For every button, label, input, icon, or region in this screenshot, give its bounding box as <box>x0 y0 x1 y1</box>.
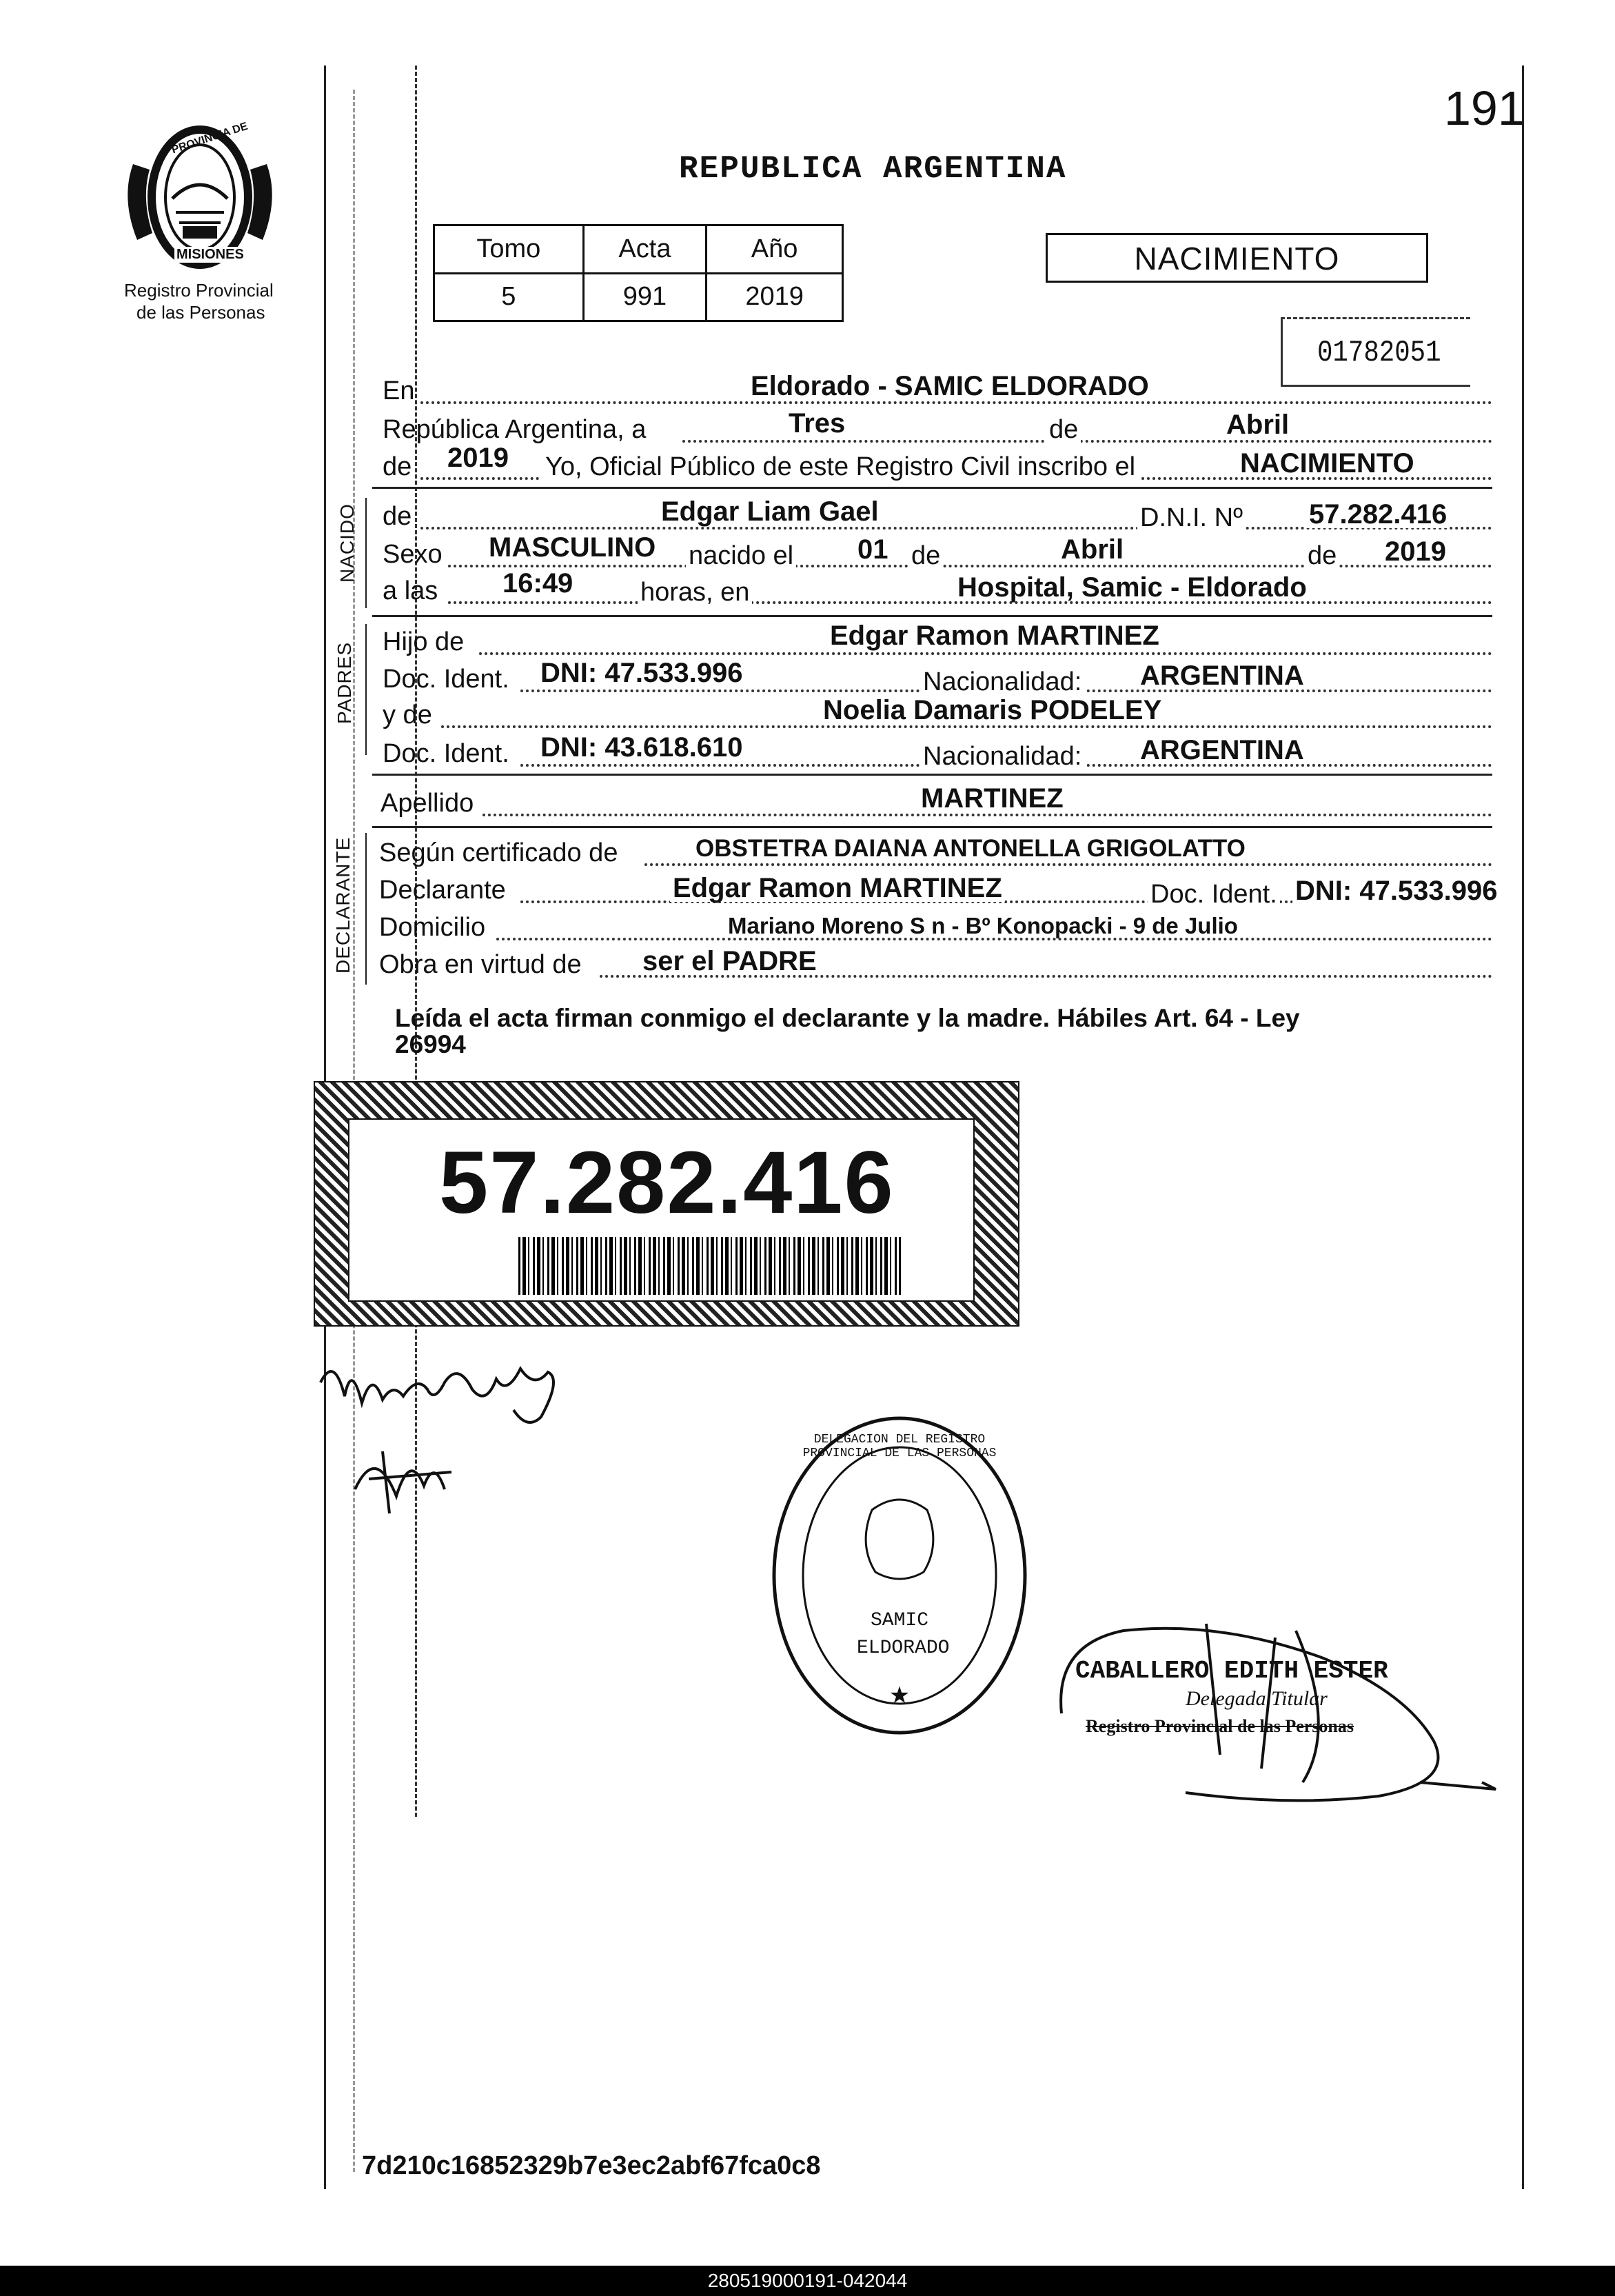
id-sticker-number: 57.282.416 <box>439 1134 895 1232</box>
act-word: NACIMIENTO <box>1237 450 1417 477</box>
nacido-de-label: de <box>383 502 412 531</box>
separator-1 <box>372 487 1492 489</box>
serial-number: 01782051 <box>1317 336 1441 370</box>
declarant-name: Edgar Ramon MARTINEZ <box>670 874 1005 902</box>
seal-text-top: PROVINCIA DE <box>170 120 250 157</box>
declarant-doc: DNI: 47.533.996 <box>1292 877 1501 905</box>
child-of-label: Hijo de <box>383 627 465 656</box>
address-label: Domicilio <box>379 913 486 942</box>
padres-section-label: PADRES <box>334 641 355 724</box>
nacido-bracket <box>365 498 367 608</box>
address-value: Mariano Moreno S n - Bº Konopacki - 9 de Julio <box>725 914 1241 937</box>
act-place: Eldorado - SAMIC ELDORADO <box>748 372 1152 400</box>
de-label-row3: de <box>383 452 412 481</box>
child-sex: MASCULINO <box>486 534 658 561</box>
surname-label: Apellido <box>380 789 474 818</box>
stamp-inner-line1: SAMIC <box>871 1610 929 1631</box>
closing-line2: 26994 <box>395 1030 466 1058</box>
stamp-oval-icon <box>769 1413 1030 1738</box>
capacity-label: Obra en virtud de <box>379 950 582 979</box>
id-sticker-inner <box>348 1118 975 1302</box>
declarante-section-label: DECLARANTE <box>332 836 354 974</box>
svg-text:★: ★ <box>888 1682 911 1709</box>
page-number: 191 <box>1444 81 1525 135</box>
father-nationality: ARGENTINA <box>1137 662 1307 689</box>
registry-name-line2: de las Personas <box>136 302 265 323</box>
barcode-icon <box>518 1237 901 1295</box>
declarant-signature <box>314 1341 576 1534</box>
official-registry: Registro Provincial de las Personas <box>1086 1716 1354 1736</box>
separator-3 <box>372 774 1492 776</box>
page-title: REPUBLICA ARGENTINA <box>679 151 1067 187</box>
mother-name: Noelia Damaris PODELEY <box>820 696 1164 724</box>
mother-nationality-label: Nacionalidad: <box>920 743 1084 769</box>
act-type-label: NACIMIENTO <box>1134 241 1340 276</box>
republic-label: República Argentina, a <box>383 415 647 444</box>
child-dni: 57.282.416 <box>1306 501 1450 528</box>
born-label: nacido el <box>686 543 796 569</box>
document-code: 280519000191-042044 <box>707 2270 908 2291</box>
footer-bar <box>0 2266 1615 2296</box>
table-value-tomo: 5 <box>434 273 584 321</box>
mother-doc-label: Doc. Ident. <box>383 739 509 768</box>
dots-decl-1 <box>644 863 1492 866</box>
cert-label: Según certificado de <box>379 838 618 867</box>
child-name: Edgar Liam Gael <box>658 498 882 525</box>
stamp-inner-line2: ELDORADO <box>857 1638 950 1659</box>
declarante-bracket <box>365 833 367 985</box>
mother-nationality: ARGENTINA <box>1137 736 1307 764</box>
signature-scribble-icon <box>314 1341 576 1534</box>
right-margin-line <box>1522 66 1524 2189</box>
table-header-anio: Año <box>707 225 843 274</box>
dots-row2 <box>682 440 1492 443</box>
table-value-acta: 991 <box>583 273 707 321</box>
and-label: y de <box>383 701 432 729</box>
document-hash: 7d210c16852329b7e3ec2abf67fca0c8 <box>362 2151 821 2180</box>
table-header-acta: Acta <box>583 225 707 274</box>
separator-4 <box>372 826 1492 828</box>
birth-place: Hospital, Samic - Eldorado <box>955 574 1310 601</box>
dots-padres-3 <box>441 725 1492 728</box>
declarant-label: Declarante <box>379 876 506 905</box>
id-sticker <box>314 1081 1019 1327</box>
closing-line1: Leída el acta firman conmigo el declarante y la madre. Hábiles Art. 64 - Ley <box>395 1004 1300 1032</box>
father-name: Edgar Ramon MARTINEZ <box>827 622 1162 649</box>
officer-text: Yo, Oficial Público de este Registro Civil inscribo el <box>541 454 1139 480</box>
cert-value: OBSTETRA DAIANA ANTONELLA GRIGOLATTO <box>693 836 1248 860</box>
en-label: En <box>383 376 415 405</box>
de-label-row2: de <box>1046 416 1081 443</box>
at-label: a las <box>383 576 438 605</box>
act-type-box <box>1046 233 1428 283</box>
hours-label: horas, en <box>638 579 752 605</box>
dots-padres-1 <box>479 652 1492 655</box>
registry-name-line1: Registro Provincial <box>124 280 274 301</box>
province-seal <box>121 120 279 274</box>
surname-value: MARTINEZ <box>918 785 1066 812</box>
official-signature <box>1048 1617 1503 1810</box>
birth-month: Abril <box>1058 536 1126 563</box>
official-title: Delegada Titular <box>1186 1687 1328 1710</box>
serial-stamp <box>1281 317 1470 387</box>
birth-de-label: de <box>908 543 943 569</box>
birth-year: 2019 <box>1382 538 1449 565</box>
birth-de-label2: de <box>1305 543 1339 569</box>
act-month: Abril <box>1223 411 1292 439</box>
capacity-value: ser el PADRE <box>640 947 820 975</box>
dots-row1 <box>420 401 1492 404</box>
official-stamp <box>769 1413 1030 1738</box>
father-doc: DNI: 47.533.996 <box>538 659 746 687</box>
nacido-section-label: NACIDO <box>336 503 358 583</box>
official-signature-scribble-icon <box>1048 1617 1503 1810</box>
dni-label: D.N.I. Nº <box>1137 505 1246 531</box>
birth-time: 16:49 <box>500 570 576 597</box>
father-doc-label: Doc. Ident. <box>383 665 509 694</box>
separator-2 <box>372 615 1492 617</box>
register-table <box>433 224 844 322</box>
mother-doc: DNI: 43.618.610 <box>538 734 746 761</box>
declarant-doc-label: Doc. Ident. <box>1148 881 1280 907</box>
sex-label: Sexo <box>383 540 443 569</box>
act-day-word: Tres <box>786 410 848 437</box>
padres-bracket <box>365 624 367 755</box>
birth-day: 01 <box>855 536 891 563</box>
stamp-ring-text: DELEGACION DEL REGISTRO PROVINCIAL DE LAS PERSONAS <box>802 1433 997 1460</box>
father-nationality-label: Nacionalidad: <box>920 669 1084 695</box>
table-value-anio: 2019 <box>707 273 843 321</box>
seal-text-bottom: MISIONES <box>174 247 246 263</box>
dots-apellido <box>483 814 1492 816</box>
official-name: CABALLERO EDITH ESTER <box>1075 1657 1388 1685</box>
table-header-tomo: Tomo <box>434 225 584 274</box>
act-year: 2019 <box>445 444 511 472</box>
